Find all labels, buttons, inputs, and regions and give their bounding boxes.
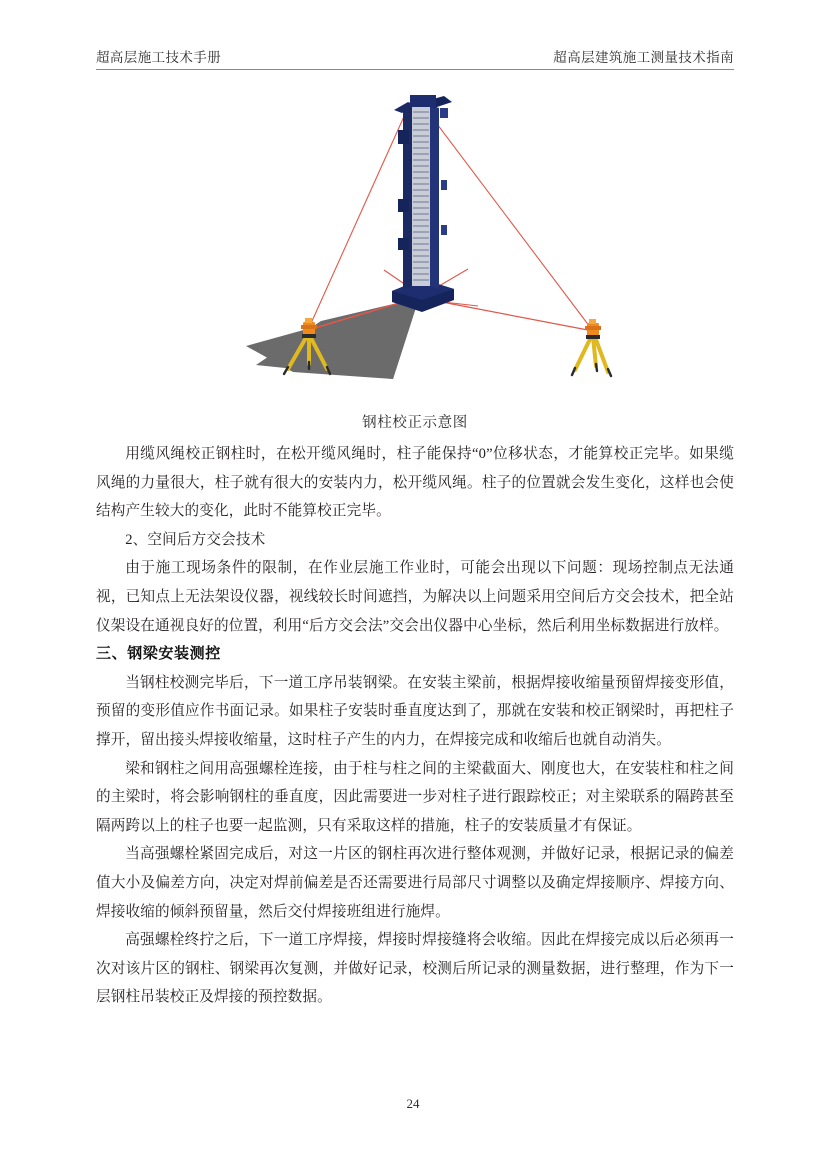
right-instrument-top [589, 319, 596, 324]
sight-line-right-base [426, 299, 593, 331]
body-paragraph: 梁和钢柱之间用高强螺栓连接，由于柱与柱之间的主梁截面大、刚度也大，在安装柱和柱之间的主梁时，将会影响钢柱的垂直度，因此需要进一步对柱子进行跟踪校正；对主梁联系的隔跨甚至隔两跨以上的柱子也要一起监测，只有采取这样的措施，柱子的安装质量才有保证。 [96, 760, 734, 834]
left-instrument-telescope [301, 325, 317, 329]
body-paragraph: 用缆风绳校正钢柱时，在松开缆风绳时，柱子能保持“0”位移状态，才能算校正完毕。如果缆风绳的力量很大，柱子就有很大的安装内力，松开缆风绳。柱子的位置就会发生变化，这样也会使结构产生较大的变化，此时不能算校正完毕。 [96, 446, 734, 520]
header-right-text: 超高层建筑施工测量技术指南 [553, 50, 734, 65]
page-number: 24 [406, 1096, 420, 1111]
sight-line-left-top [308, 112, 406, 330]
column-top-cap [410, 95, 436, 107]
column-alignment-illustration [96, 86, 734, 408]
right-instrument-base [586, 335, 600, 339]
column-tab-lower [441, 225, 447, 235]
column-top-flag [440, 108, 448, 118]
steel-column [392, 95, 454, 312]
column-alignment-figure [96, 86, 734, 408]
column-right-flange [430, 105, 439, 289]
body-paragraph: 由于施工现场条件的限制，在作业层施工作业时，可能会出现以下问题：现场控制点无法通视，已知点上无法架设仪器，视线较长时间遮挡，为解决以上问题采用空间后方交会技术，把全站仪架设在通视良好的位置，利用“后方交会法”交会出仪器中心坐标，然后利用坐标数据进行放样。 [96, 560, 734, 634]
body-paragraph: 2、空间后方交会技术 [125, 531, 266, 548]
running-header [96, 46, 734, 66]
left-instrument-top [305, 318, 312, 323]
body-paragraph: 当钢柱校测完毕后，下一道工序吊装钢梁。在安装主梁前，根据焊接收缩量预留焊接变形值，预留的变形值应作书面记录。如果柱子安装时垂直度达到了，那就在安装和校正钢梁时，再把柱子撑开，留出接头焊接收缩量，这时柱子产生的内力，在焊接完成和收缩后也就自动消失。 [96, 674, 734, 748]
column-connector-plate-middle [398, 199, 409, 212]
body-paragraph: 高强螺栓终拧之后，下一道工序焊接，焊接时焊接缝将会收缩。因此在焊接完成以后必须再一次对该片区的钢柱、钢梁再次复测，并做好记录，校测后所记录的测量数据，进行整理，作为下一层钢柱吊装校正及焊接的预控数据。 [96, 932, 734, 1006]
body-paragraph: 当高强螺栓紧固完成后，对这一片区的钢柱再次进行整体观测，并做好记录，根据记录的偏差值大小及偏差方向，决定对焊前偏差是否还需要进行局部尺寸调整以及确定焊接顺序、焊接方向、焊接收缩的倾斜预留量，然后交付焊接班组进行施焊。 [96, 846, 734, 920]
column-tab-upper [441, 180, 447, 190]
ground-shadow-extension [246, 298, 419, 379]
column-connector-plate-upper [398, 130, 409, 144]
section-heading: 三、钢梁安装测控 [96, 646, 221, 663]
column-connector-plate-lower [398, 238, 409, 250]
left-instrument-base [302, 334, 316, 338]
header-divider-rule [96, 69, 734, 70]
header-left-text: 超高层施工技术手册 [96, 50, 222, 65]
right-instrument-telescope [585, 326, 601, 330]
column-web [412, 105, 430, 286]
figure-caption: 钢柱校正示意图 [362, 415, 468, 431]
body-text-block [96, 440, 734, 1012]
right-tripod-legs [575, 337, 608, 372]
